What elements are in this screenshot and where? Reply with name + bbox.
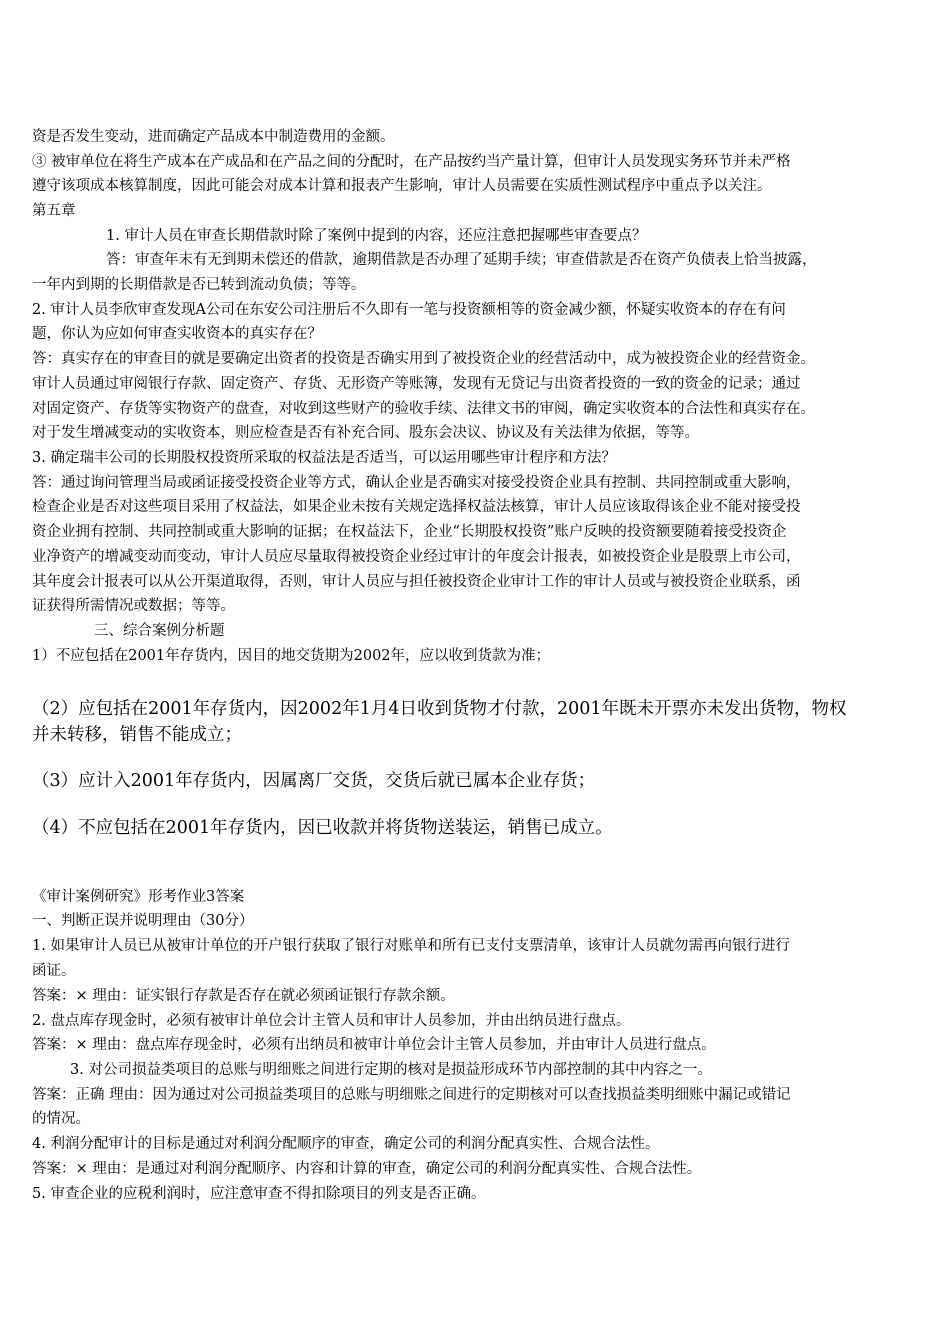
question-1-line: 函证。 (32, 963, 76, 979)
chapter-heading: 第五章 (32, 203, 76, 219)
answer-1-line: 答：审查年末有无到期未偿还的借款，逾期借款是否办理了延期手续；审查借款是否在资产负债表上恰当披露， (106, 252, 817, 268)
question-4: 4. 利润分配审计的目标是通过对利润分配顺序的审查，确定公司的利润分配真实性、合规合法性。 (32, 1136, 660, 1152)
answer-2-line: 审计人员通过审阅银行存款、固定资产、存货、无形资产等账簿，发现有无贷记与出资者投资的一致的资金的记录；通过 (32, 376, 801, 392)
answer-1-line: 一年内到期的长期借款是否已转到流动负债；等等。 (32, 277, 366, 293)
answer-3-line: 业净资产的增减变动而变动，审计人员应尽量取得被投资企业经过审计的年度会计报表，如被投资企业是股票上市公司， (32, 549, 801, 565)
answer-3-line: 其年度会计报表可以从公开渠道取得，否则，审计人员应与担任被投资企业审计工作的审计人员或与被投资企业联系，函 (32, 574, 801, 590)
answer-3-line: 答案：正确 理由：因为通过对公司损益类项目的总账与明细账之间进行的定期核对可以查找损益类明细账中漏记或错记 (32, 1087, 791, 1103)
question-2: 2. 盘点库存现金时，必须有被审计单位会计主管人员和审计人员参加，并由出纳员进行盘点。 (32, 1013, 631, 1029)
question-3: 3. 确定瑞丰公司的长期股权投资所采取的权益法是否适当，可以运用哪些审计程序和方法？ (32, 450, 616, 466)
question-3: 3. 对公司损益类项目的总账与明细账之间进行定期的核对是损益形成环节内部控制的其中内容之一。 (70, 1062, 712, 1078)
question-2-line: 题，你认为应如何审查实收资本的真实存在？ (32, 326, 322, 342)
answer-3-line: 答：通过询问管理当局或函证接受投资企业等方式，确认企业是否确实对接受投资企业具有控制、共同控制或重大影响， (32, 475, 801, 491)
question-5: 5. 审查企业的应税利润时，应注意审查不得扣除项目的列支是否正确。 (32, 1186, 486, 1202)
case-item-3: （3）应计入2001年存货内，因属离厂交货，交货后就已属本企业存货； (32, 771, 596, 791)
case-item-2-line: 并未转移，销售不能成立； (32, 725, 242, 745)
section-heading: 三、综合案例分析题 (94, 623, 225, 639)
answer-2: 答案：× 理由：盘点库存现金时，必须有出纳员和被审计单位会计主管人员参加，并由审计人员进行盘点。 (32, 1037, 716, 1053)
answer-4: 答案：× 理由：是通过对利润分配顺序、内容和计算的审查，确定公司的利润分配真实性、合规合法性。 (32, 1161, 702, 1177)
text-line: 资是否发生变动，进而确定产品成本中制造费用的金额。 (32, 129, 395, 145)
answer-3-line: 资企业拥有控制、共同控制或重大影响的证据；在权益法下，企业“长期股权投资”账户反映的投资额要随着接受投资企 (32, 524, 787, 540)
answer-2-line: 对于发生增减变动的实收资本，则应检查是否有补充合同、股东会决议、协议及有关法律为依据，等等。 (32, 425, 699, 441)
answer-2-line: 答：真实存在的审查目的就是要确定出资者的投资是否确实用到了被投资企业的经营活动中，成为被投资企业的经营资金。 (32, 351, 815, 367)
answer-3-line: 证获得所需情况或数据；等等。 (32, 598, 235, 614)
document-title: 《审计案例研究》形考作业3答案 (32, 889, 245, 905)
question-1-line: 1. 如果审计人员已从被审计单位的开户银行获取了银行对账单和所有已支付支票清单，该审计人员就勿需再向银行进行 (32, 938, 790, 954)
answer-3-line: 的情况。 (32, 1111, 90, 1127)
case-item-1: 1）不应包括在2001年存货内，因目的地交货期为2002年，应以收到货款为准； (32, 648, 551, 664)
question-2-line: 2. 审计人员李欣审查发现A公司在东安公司注册后不久即有一笔与投资额相等的资金减少额，怀疑实收资本的存在有问 (32, 302, 786, 318)
answer-1: 答案：× 理由：证实银行存款是否存在就必须函证银行存款余额。 (32, 988, 455, 1004)
answer-3-line: 检查企业是否对这些项目采用了权益法，如果企业未按有关规定选择权益法核算，审计人员应该取得该企业不能对接受投 (32, 499, 801, 515)
text-line: 遵守该项成本核算制度，因此可能会对成本计算和报表产生影响，审计人员需要在实质性测试程序中重点予以关注。 (32, 178, 772, 194)
section-heading: 一、判断正误并说明理由（30分） (32, 913, 254, 929)
case-item-2-line: （2）应包括在2001年存货内，因2002年1月4日收到货物才付款，2001年既未开票亦未发出货物，物权 (32, 699, 847, 719)
answer-2-line: 对固定资产、存货等实物资产的盘查，对收到这些财产的验收手续、法律文书的审阅，确定实收资本的合法性和真实存在。 (32, 401, 815, 417)
case-item-4: （4）不应包括在2001年存货内，因已收款并将货物送装运，销售已成立。 (32, 818, 613, 838)
question-1: 1. 审计人员在审查长期借款时除了案例中提到的内容，还应注意把握哪些审查要点？ (106, 228, 647, 244)
text-line: ③ 被审单位在将生产成本在产成品和在产品之间的分配时，在产品按约当产量计算，但审计人员发现实务环节并未严格 (32, 154, 791, 170)
